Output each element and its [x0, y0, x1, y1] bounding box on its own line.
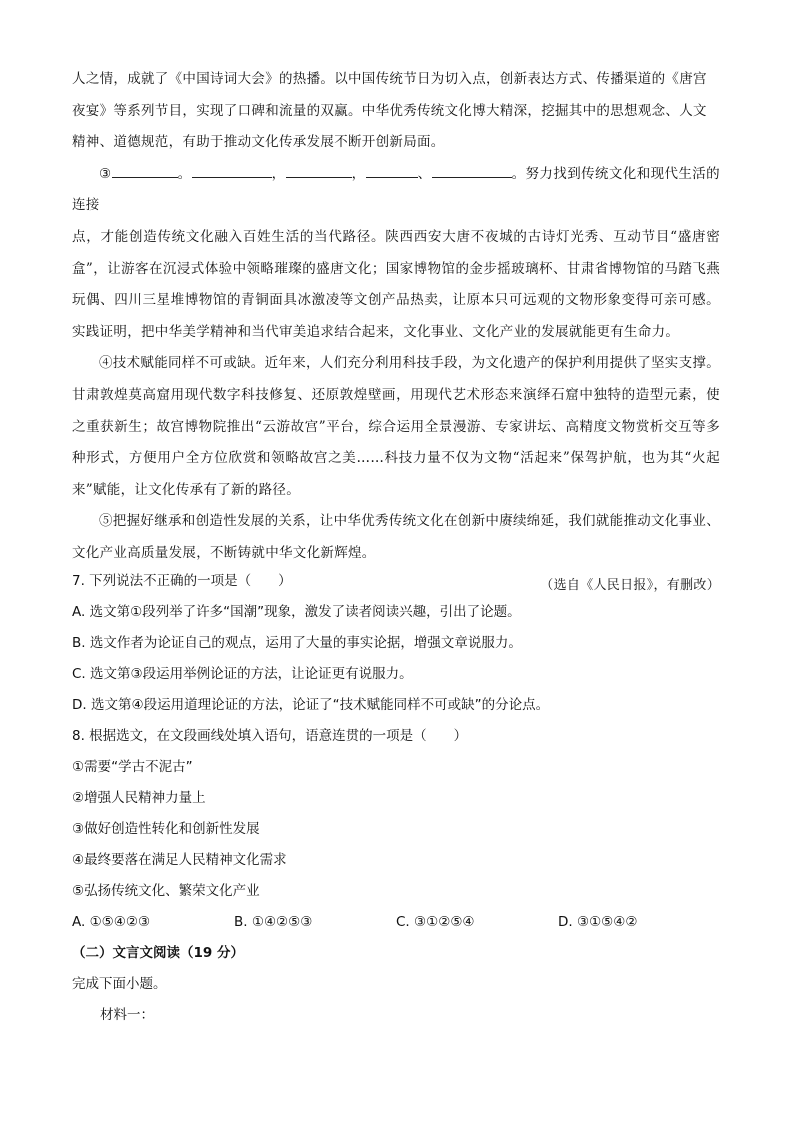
- question-8-option-c: C. ③①②⑤④: [396, 914, 475, 930]
- blank-separator: 、: [417, 165, 432, 182]
- question-8-option-a: A. ①⑤④②③: [72, 914, 151, 930]
- passage-line: 人之情，成就了《中国诗词大会》的热播。以中国传统节日为切入点，创新表达方式、传播渠道的《唐宫: [72, 71, 707, 87]
- fill-blank-5: [432, 163, 512, 178]
- question-7-option-c: C. 选文第③段运用举例论证的方法，让论证更有说服力。: [72, 666, 413, 682]
- blank-separator: ，: [351, 165, 366, 182]
- question-7-stem: 7. 下列说法不正确的一项是（ ）: [72, 573, 292, 589]
- question-8-item: ②增强人民精神力量上: [72, 790, 206, 806]
- section-instruction: 完成下面小题。: [72, 976, 167, 992]
- reading-passage: [72, 64, 720, 601]
- questions: [72, 566, 720, 1031]
- question-8-options: [72, 907, 720, 938]
- fill-blank-4: [366, 163, 418, 178]
- question-8-stem: 8. 根据选文，在文段画线处填入语句，语意连贯的一项是（ ）: [72, 728, 468, 744]
- question-7-option-d: D. 选文第④段运用道理论证的方法，论证了“技术赋能同样不可或缺”的分论点。: [72, 697, 550, 713]
- fill-blank-2: [192, 163, 272, 178]
- material-label: 材料一：: [100, 1007, 154, 1023]
- question-7-option-b: B. 选文作者为论证自己的观点，运用了大量的事实论据，增强文章说服力。: [72, 635, 522, 651]
- question-8-item: ④最终要落在满足人民精神文化需求: [72, 852, 287, 868]
- paragraph-3-number: ③: [99, 165, 112, 182]
- paragraph-3-lead: 。努力找到传统文化和现代生活的连接: [72, 165, 720, 214]
- paragraph-3: [72, 159, 720, 222]
- source-citation: （选自《人民日报》，有删改）: [540, 577, 720, 593]
- question-8-option-b: B. ①④②⑤③: [234, 914, 313, 930]
- question-8-item: ①需要“学古不泥古”: [72, 759, 193, 775]
- question-8-item: ③做好创造性转化和创新性发展: [72, 821, 260, 837]
- blank-separator: 。: [177, 165, 192, 182]
- fill-blank-3: [286, 163, 352, 178]
- question-8-item: ⑤弘扬传统文化、繁荣文化产业: [72, 883, 260, 899]
- question-7-option-a: A. 选文第①段列举了许多“国潮”现象，激发了读者阅读兴趣，引出了论题。: [72, 604, 521, 620]
- section-title: （二）文言文阅读（19 分）: [72, 945, 244, 961]
- fill-blank-1: [112, 163, 178, 178]
- paragraph-5: ⑤把握好继承和创造性发展的关系，让中华优秀传统文化在创新中赓续绵延，我们就能推动文化事业、文化产业高质量发展，不断铸就中华文化新辉煌。: [72, 513, 720, 561]
- paragraph-4: ④技术赋能同样不可或缺。近年来，人们充分利用科技手段，为文化遗产的保护利用提供了坚实支撑。甘肃敦煌莫高窟用现代数字科技修复、还原敦煌壁画，用现代艺术形态来演绎石窟中独特的造型元素，使之重获新生；故宫博物院推出“云游故宫”平台，综合运用全景漫游、专家讲坛、高精度文物赏析交互等多种形式，方便用户全方位欣赏和领略故宫之美……科技力量不仅为文物“活起来”保驾护航，也为其“火起来”赋能，让文化传承有了新的路径。: [72, 355, 720, 498]
- passage-line: 夜宴》等系列节目，实现了口碑和流量的双赢。中华优秀传统文化博大精深，挖掘其中的思想观念、人文: [72, 102, 707, 119]
- paragraph-3-text: 点，才能创造传统文化融入百姓生活的当代路径。陕西西安大唐不夜城的古诗灯光秀、互动节目“盛唐密盒”，让游客在沉浸式体验中领略璀璨的盛唐文化；国家博物馆的金步摇玻璃杯、甘肃省博物馆的马踏飞燕玩偶、四川三星堆博物馆的青铜面具冰激凌等文创产品热卖，让原本只可远观的文物形象变得可亲可感。实践证明，把中华美学精神和当代审美追求结合起来，文化事业、文化产业的发展就能更有生命力。: [72, 228, 720, 340]
- blank-separator: ，: [271, 165, 286, 182]
- question-8-option-d: D. ③①⑤④②: [558, 914, 638, 930]
- passage-line: 精神、道德规范，有助于推动文化传承发展不断开创新局面。: [72, 134, 445, 151]
